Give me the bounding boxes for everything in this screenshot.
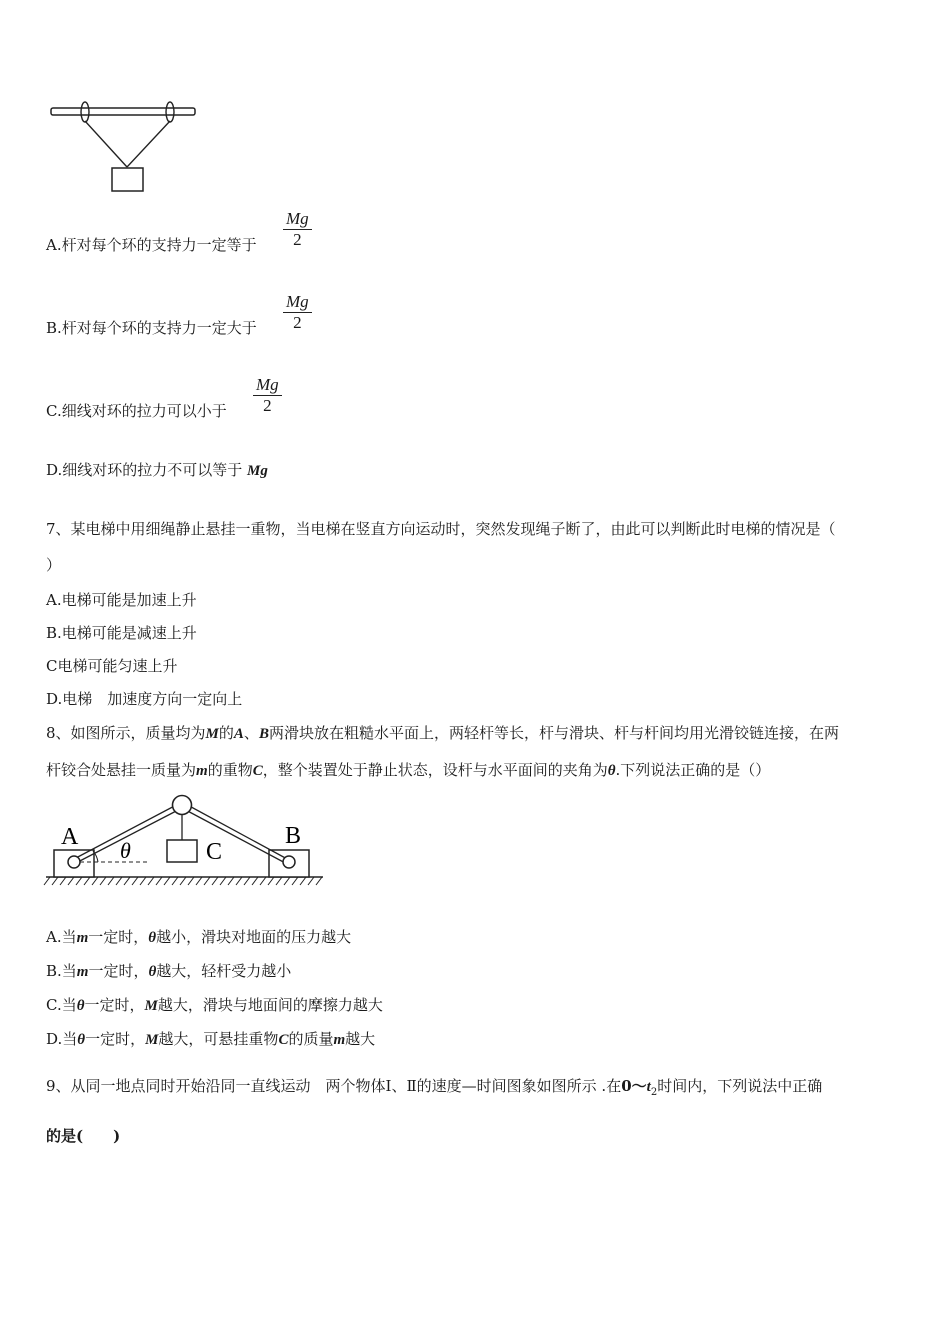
q7-stem: 7、某电梯中用细绳静止悬挂一重物，当电梯在竖直方向运动时，突然发现绳子断了，由此可以判断此时电梯的情况是（ [46, 520, 836, 538]
q7-option-b: B.电梯可能是减速上升 [46, 624, 197, 642]
q6-option-a: A.杆对每个环的支持力一定等于 [46, 236, 257, 254]
q6-option-c: C.细线对环的拉力可以小于 [46, 402, 227, 420]
q7-option-a: A.电梯可能是加速上升 [46, 591, 197, 609]
q6-option-d: D.细线对环的拉力不可以等于 Mg [46, 461, 268, 479]
q8-stem-line2: 杆铰合处悬挂一质量为m的重物C，整个装置处于静止状态，设杆与水平面间的夹角为θ.下列说法正确的是（） [46, 761, 771, 779]
q6-option-b: B.杆对每个环的支持力一定大于 [46, 319, 257, 337]
sliders-rods-figure [40, 790, 330, 890]
q9-stem: 9、从同一地点同时开始沿同一直线运动 两个物体Ⅰ、Ⅱ的速度—时间图象如图所示 .在$0\sim t_2$时间内，下列说法中正确 [46, 1077, 823, 1098]
label-a: A [61, 824, 79, 850]
q8-option-a: A.当m一定时，θ越小，滑块对地面的压力越大 [46, 928, 352, 946]
fraction-mg-over-2: Mg 2 [283, 209, 312, 250]
q7-option-c: C电梯可能匀速上升 [46, 657, 178, 675]
q8-option-d: D.当θ一定时，M越大，可悬挂重物C的质量m越大 [46, 1030, 376, 1048]
q7-stem-end: ） [46, 556, 62, 574]
fraction-mg-over-2: Mg 2 [283, 292, 312, 333]
label-theta: θ [120, 838, 131, 863]
rod-rings-figure [40, 95, 210, 200]
fraction-mg-over-2: Mg 2 [253, 375, 282, 416]
q8-option-b: B.当m一定时，θ越大，轻杆受力越小 [46, 962, 292, 980]
q8-option-c: C.当θ一定时，M越大，滑块与地面间的摩擦力越大 [46, 996, 383, 1014]
q9-stem-line2: 的是( ) [46, 1127, 121, 1145]
q8-stem: 8、如图所示，质量均为M的A、B两滑块放在粗糙水平面上，两轻杆等长，杆与滑块、杆与杆间均用光滑铰链连接，在两 [46, 724, 839, 742]
label-b: B [285, 823, 302, 849]
q7-option-d: D.电梯 加速度方向一定向上 [46, 690, 243, 708]
label-c: C [206, 839, 223, 865]
